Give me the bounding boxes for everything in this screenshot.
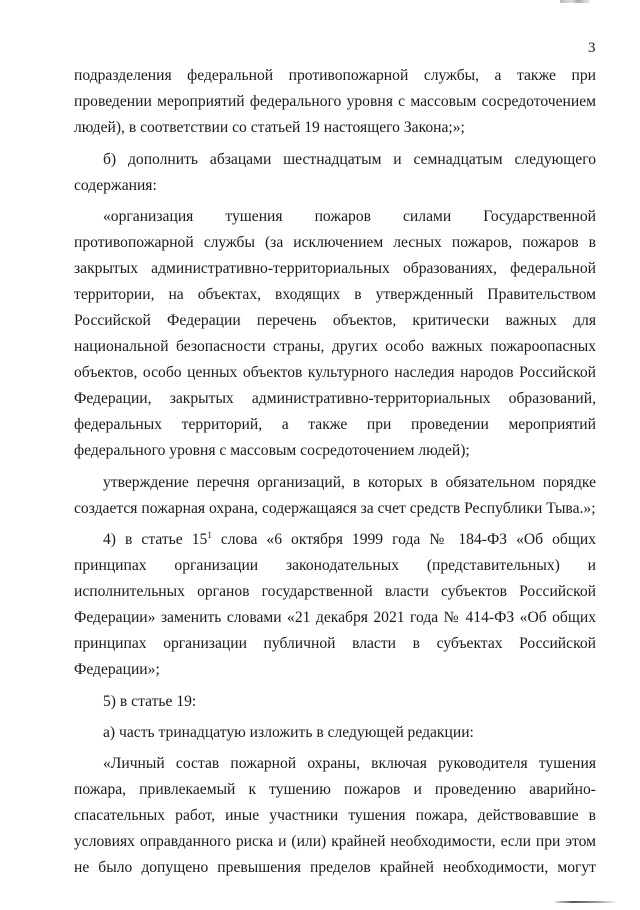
paragraph-continuation: подразделения федеральной противопожарной службы, а также при проведении мероприятий федерального уровня с массовым сосредоточением людей), в соответствии со статьей 19 настоящего Закона;»; bbox=[74, 67, 596, 136]
document-body bbox=[74, 63, 596, 886]
page-number: 3 bbox=[588, 40, 596, 56]
scan-artifact-bottom bbox=[555, 901, 615, 903]
item-4-superscript: 1 bbox=[207, 530, 212, 540]
paragraph-approval-list: утверждение перечня организаций, в которых в обязательном порядке создается пожарная охрана, содержащаяся за счет средств Республики Тыва.»; bbox=[74, 473, 596, 517]
paragraph-organization-firefighting: «организация тушения пожаров силами Государственной противопожарной службы (за исключением лесных пожаров, пожаров в закрытых административно-территориальных образованиях, федеральной территории, на объектах, входящих в утвержденный Правительством Российской Федерации перечень объектов, критически важных для национальной безопасности страны, других особо важных пожароопасных объектов, особо ценных объектов культурного наследия народов Российской Федерации, закрытых административно-территориальных образований, федеральных территорий, а также при проведении мероприятий федерального уровня с массовым сосредоточением людей); bbox=[74, 208, 596, 459]
paragraph-item-4 bbox=[74, 527, 596, 683]
item-4-body: слова «6 октября 1999 года № 184-ФЗ «Об общих принципах организации законодательных (представительных) и исполнительных органов государственной власти субъектов Российской Федерации» заменить словами «21 декабря 2021 года № 414-ФЗ «Об общих принципах организации публичной власти в субъектах Российской Федерации»; bbox=[74, 531, 596, 678]
item-4-lead: 4) в статье 15 bbox=[103, 531, 208, 548]
scan-artifact-top bbox=[560, 0, 590, 3]
paragraph-b-intro: б) дополнить абзацами шестнадцатым и семнадцатым следующего содержания: bbox=[74, 150, 596, 194]
paragraph-item-5a: а) часть тринадцатую изложить в следующей редакции: bbox=[103, 723, 474, 741]
paragraph-personnel: «Личный состав пожарной охраны, включая руководителя тушения пожара, привлекаемый к тушению пожаров и проведению аварийно-спасательных работ, иные участники тушения пожара, действовавшие в условиях оправданного риска и (или) крайней необходимости, если при этом не было допущено превышения пределов крайней необходимости, могут bbox=[74, 754, 596, 876]
paragraph-item-5: 5) в статье 19: bbox=[103, 692, 197, 710]
